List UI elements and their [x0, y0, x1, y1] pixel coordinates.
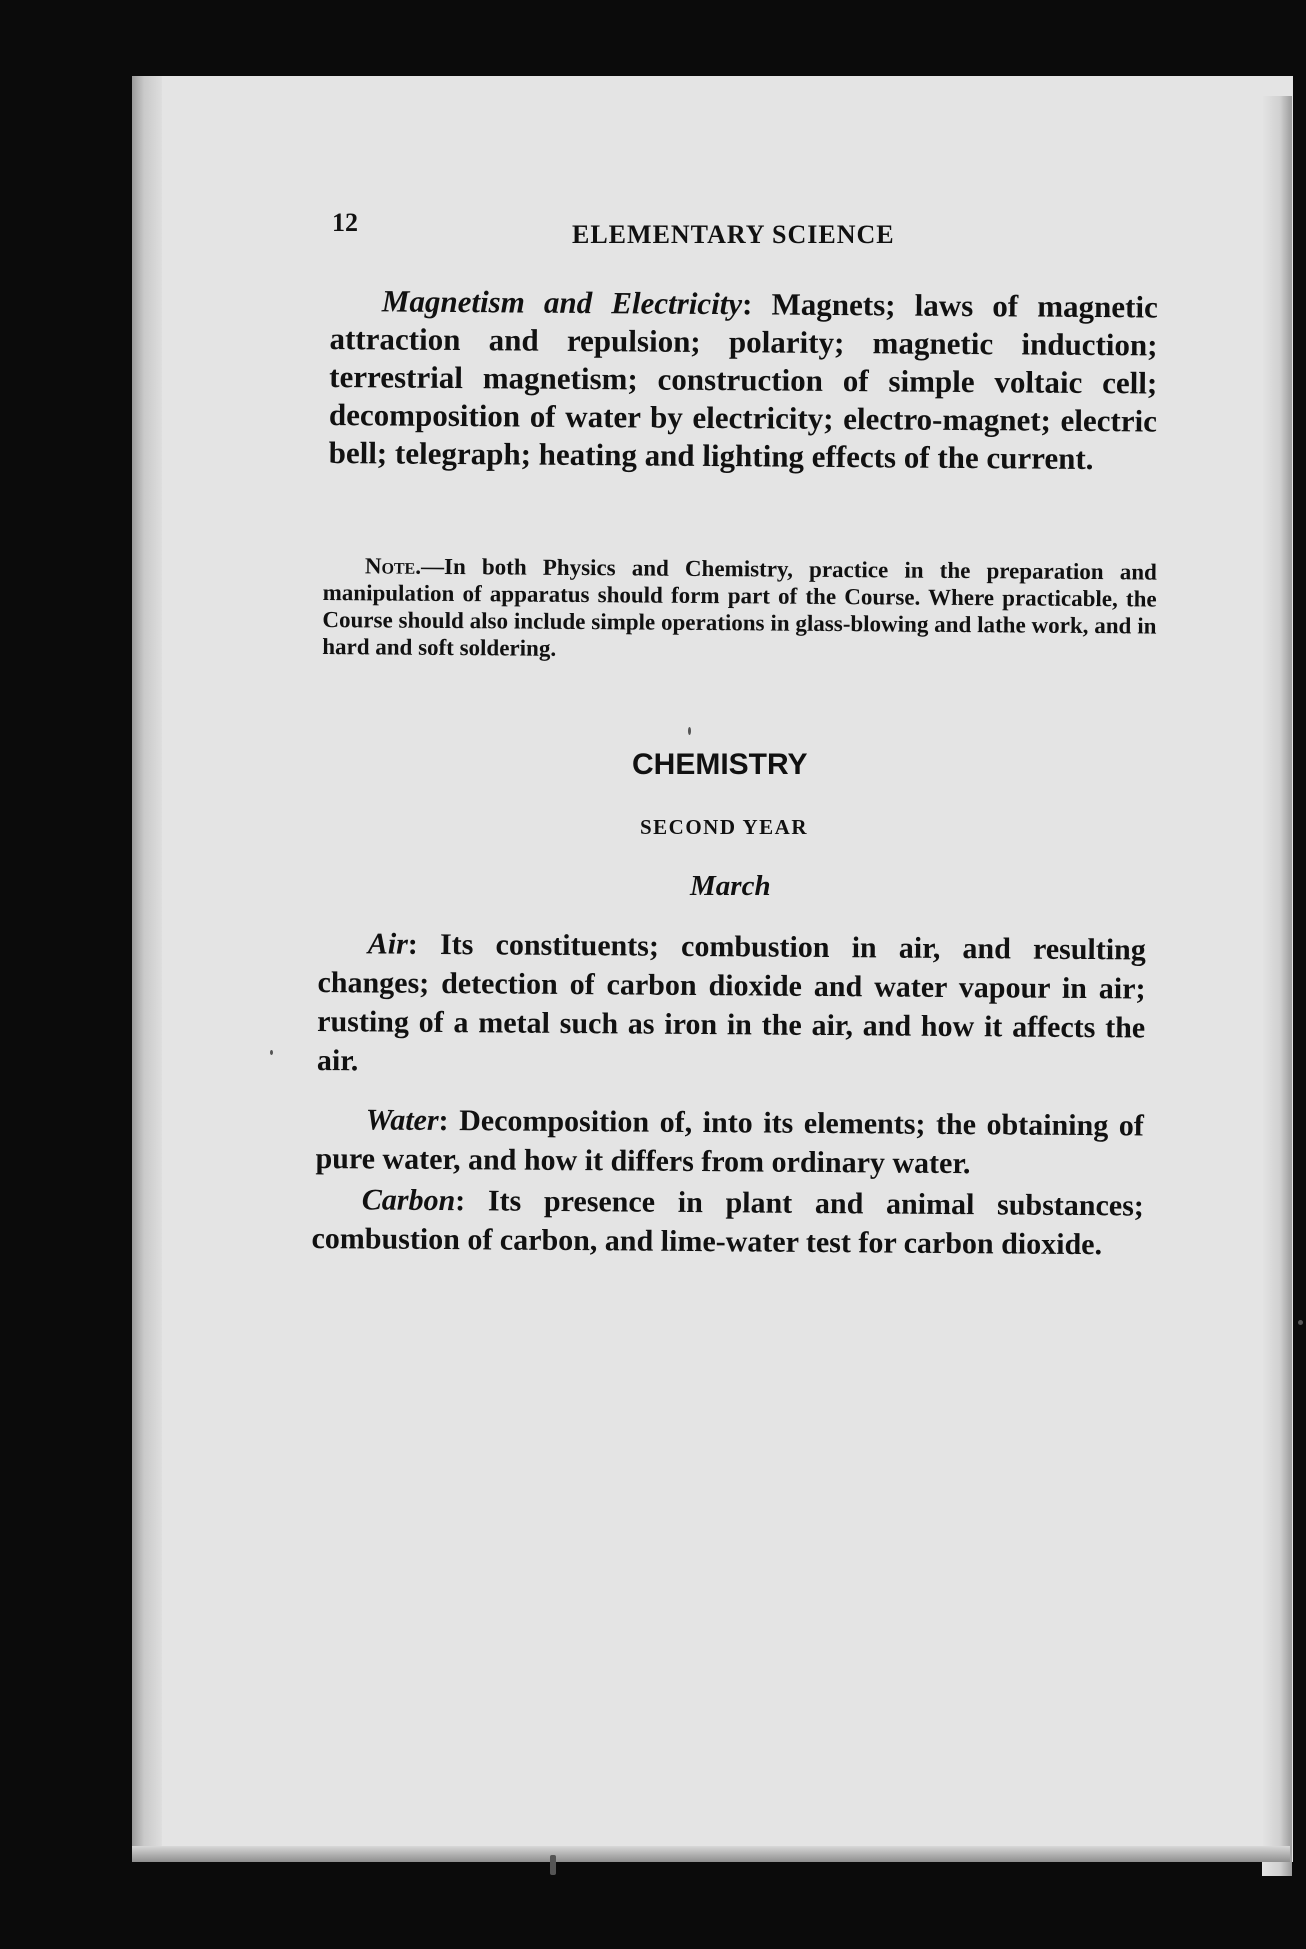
term-magnetism: Magnetism and Electricity	[381, 283, 743, 322]
section-heading: CHEMISTRY	[632, 748, 808, 781]
scan-speck	[1298, 1320, 1303, 1325]
paragraph-water	[315, 1100, 1144, 1185]
page-edge-shadow	[1262, 96, 1292, 1876]
term-carbon: Carbon	[361, 1183, 456, 1218]
running-title: ELEMENTARY SCIENCE	[572, 220, 895, 249]
scan-speck	[270, 1050, 273, 1055]
note-paragraph	[322, 552, 1157, 667]
scan-speck	[550, 1855, 556, 1875]
page-number: 12	[332, 208, 358, 237]
paragraph-magnetism-text: : Magnets; laws of magnetic attraction and repulsion; polarity; magnetic induction; terrestrial magnetism; construction of simple voltaic cell; decomposition of water by electricity; electro-magnet; electric bell; telegraph; heating and lighting effects of the current.	[328, 286, 1158, 477]
paragraph-carbon-text: : Its presence in plant and animal substances; combustion of carbon, and lime-water test for carbon dioxide.	[311, 1184, 1144, 1262]
paragraph-air-text: : Its constituents; combustion in air, and resulting changes; detection of carbon dioxide and water vapour in air; rusting of a metal such as iron in the air, and how it affects the air.	[316, 927, 1146, 1078]
paragraph-water-text: : Decomposition of, into its elements; the obtaining of pure water, and how it differs from ordinary water.	[315, 1103, 1144, 1181]
page-bottom-edge	[132, 1846, 1290, 1862]
note-text: —In both Physics and Chemistry, practice in the preparation and manipulation of apparatus should form part of the Course. Where practicable, the Course should also include simple operations in glass-blowing and lathe work, and in hard and soft soldering.	[322, 553, 1157, 661]
paragraph-magnetism	[329, 282, 1158, 478]
term-water: Water	[365, 1103, 439, 1137]
term-air: Air	[367, 927, 409, 961]
scan-speck	[688, 727, 691, 735]
paragraph-carbon	[311, 1180, 1144, 1265]
month-heading: March	[690, 870, 771, 902]
paragraph-air	[317, 924, 1146, 1086]
section-subheading: SECOND YEAR	[640, 815, 808, 839]
book-spine-shadow	[132, 76, 162, 1862]
note-label: Note.	[364, 553, 422, 579]
